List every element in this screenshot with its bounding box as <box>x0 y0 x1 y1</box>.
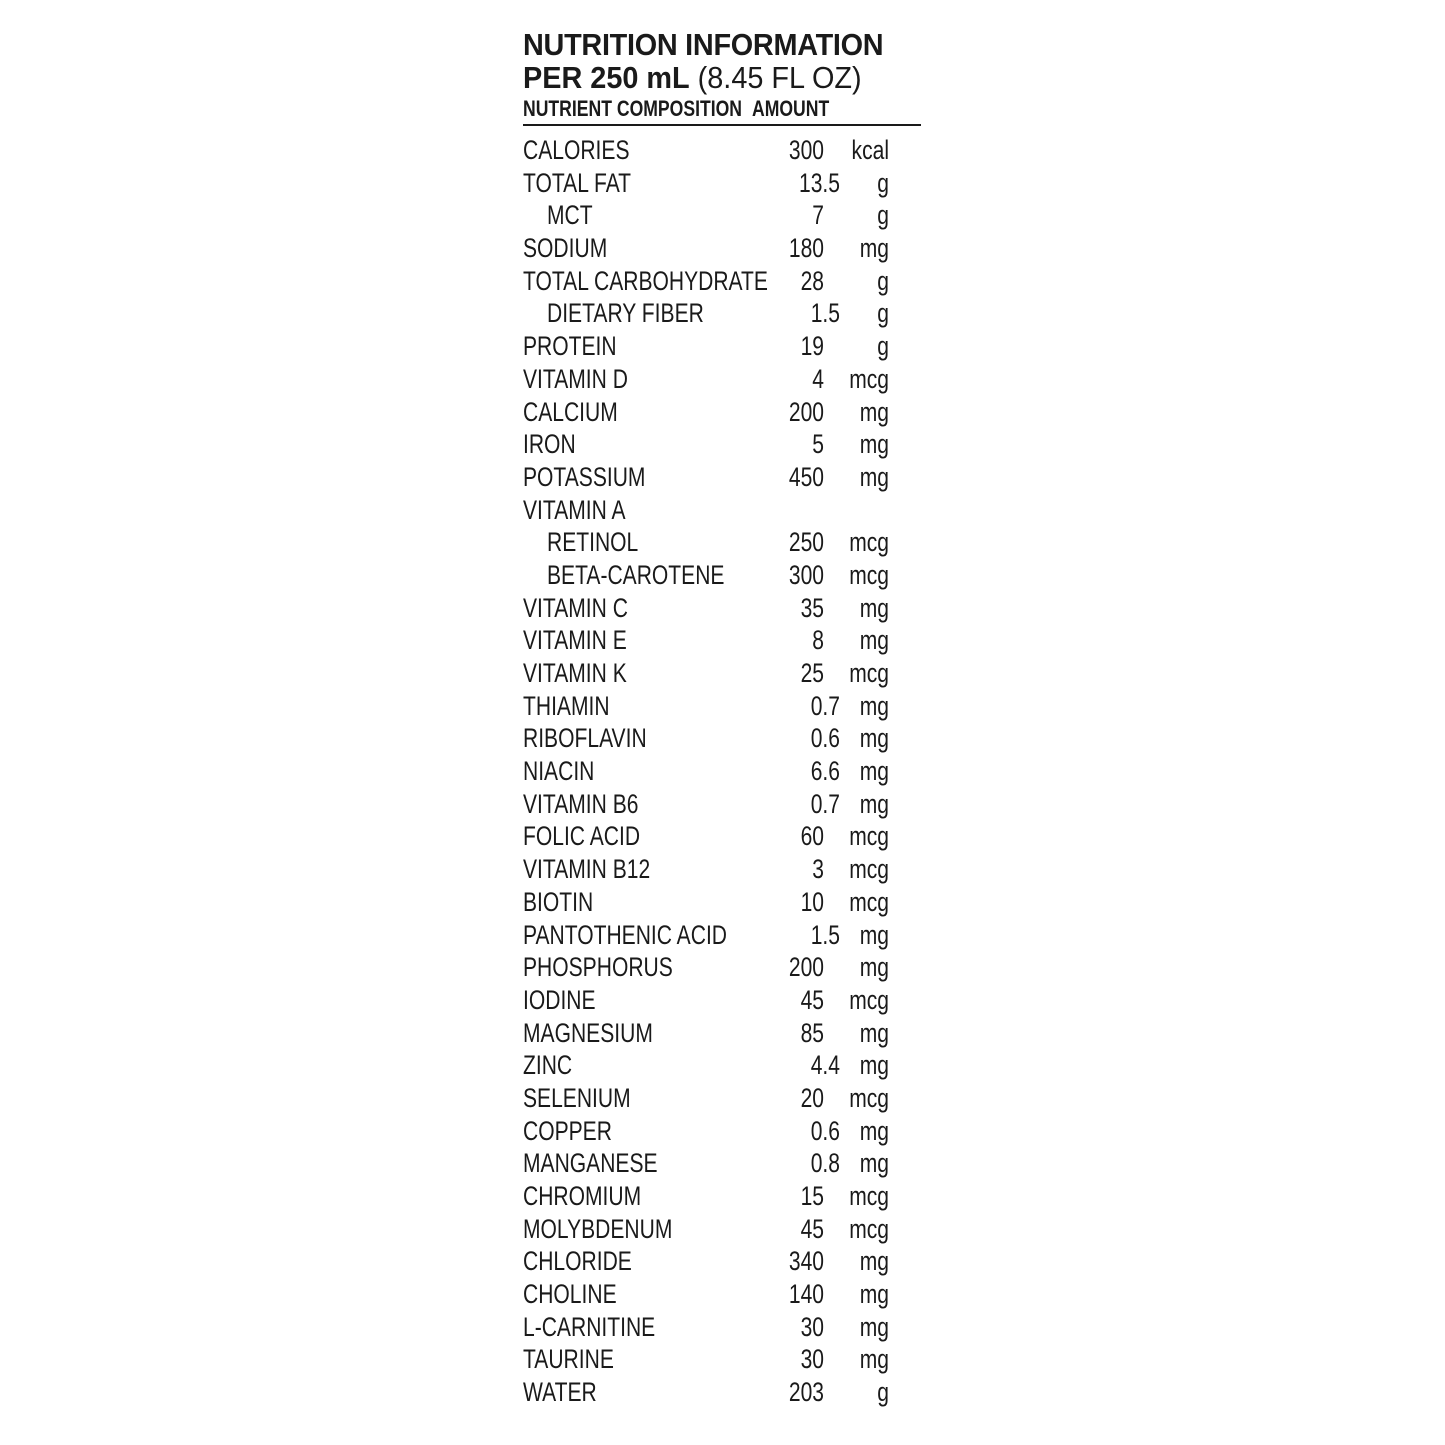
table-row <box>523 1343 921 1376</box>
nutrient-name: SODIUM <box>523 233 608 264</box>
table-row <box>523 297 921 330</box>
nutrient-unit: mcg <box>849 527 889 558</box>
nutrient-amount: 5 <box>812 429 824 460</box>
nutrient-name: VITAMIN D <box>523 363 628 394</box>
nutrient-amount: 85 <box>800 1017 824 1048</box>
table-row <box>523 1376 921 1409</box>
nutrient-unit: mcg <box>849 363 889 394</box>
nutrient-unit: g <box>877 331 889 362</box>
table-row <box>523 1017 921 1050</box>
nutrient-unit: mcg <box>849 854 889 885</box>
nutrient-amount: 0.6 <box>810 723 840 754</box>
nutrient-unit: mg <box>859 1246 889 1277</box>
nutrient-amount: 300 <box>788 135 824 165</box>
nutrient-amount: 300 <box>788 559 824 590</box>
table-row <box>523 461 921 494</box>
table-row <box>523 134 921 167</box>
nutrient-name: WATER <box>523 1377 597 1408</box>
nutrient-amount: 1.5 <box>810 919 840 950</box>
nutrient-unit: mcg <box>849 886 889 917</box>
serving-size-imperial: (8.45 FL OZ) <box>689 60 862 95</box>
nutrient-amount: 250 <box>788 527 824 558</box>
nutrient-amount: 0.7 <box>810 788 840 819</box>
table-row <box>523 624 921 657</box>
table-row <box>523 919 921 952</box>
nutrient-name: SELENIUM <box>523 1082 631 1113</box>
nutrient-amount: 10 <box>800 886 824 917</box>
table-row <box>523 755 921 788</box>
nutrient-unit: g <box>877 265 889 296</box>
nutrient-name: BIOTIN <box>523 886 594 917</box>
nutrient-amount: 45 <box>800 984 824 1015</box>
table-row <box>523 1311 921 1344</box>
nutrient-amount: 6.6 <box>810 756 840 787</box>
nutrient-name: MOLYBDENUM <box>523 1213 673 1244</box>
table-row <box>523 820 921 853</box>
nutrient-name: IRON <box>523 429 576 460</box>
table-row <box>523 559 921 592</box>
nutrient-unit: mcg <box>849 821 889 852</box>
nutrient-unit: mcg <box>849 1181 889 1211</box>
nutrient-unit: mcg <box>849 559 889 590</box>
column-header <box>523 94 921 126</box>
table-row <box>523 167 921 200</box>
nutrient-unit: mg <box>859 396 889 427</box>
nutrient-amount: 0.6 <box>810 1115 840 1146</box>
nutrient-unit: mg <box>859 625 889 656</box>
nutrient-unit: mg <box>859 1344 889 1375</box>
table-row <box>523 330 921 363</box>
nutrient-unit: mg <box>859 690 889 721</box>
nutrient-name: VITAMIN B12 <box>523 854 651 885</box>
nutrient-name: PROTEIN <box>523 331 617 362</box>
nutrient-unit: mg <box>859 788 889 819</box>
table-row <box>523 1245 921 1278</box>
nutrient-name: VITAMIN A <box>523 494 626 525</box>
table-row <box>523 1049 921 1082</box>
nutrient-unit: mg <box>859 1311 889 1342</box>
nutrient-unit: mg <box>859 1115 889 1146</box>
nutrient-name: IODINE <box>523 984 596 1015</box>
table-row <box>523 265 921 298</box>
table-row <box>523 886 921 919</box>
nutrient-amount: 45 <box>800 1213 824 1244</box>
serving-size <box>523 62 893 94</box>
nutrient-amount: 0.8 <box>810 1148 840 1179</box>
nutrient-name: BETA-CAROTENE <box>547 559 725 590</box>
nutrient-amount: 60 <box>800 821 824 852</box>
nutrient-name: MCT <box>547 200 593 231</box>
nutrient-table <box>523 134 921 1409</box>
table-row <box>523 690 921 723</box>
nutrient-name: CHOLINE <box>523 1279 617 1310</box>
nutrient-name: NIACIN <box>523 756 595 787</box>
nutrient-amount: 4.4 <box>810 1050 840 1081</box>
nutrient-name: THIAMIN <box>523 690 610 721</box>
nutrient-unit: mg <box>859 461 889 492</box>
nutrient-amount: 180 <box>788 233 824 264</box>
table-row <box>523 1278 921 1311</box>
table-row <box>523 494 921 527</box>
table-row <box>523 526 921 559</box>
nutrient-unit: mg <box>859 756 889 787</box>
nutrient-name: CHLORIDE <box>523 1246 632 1277</box>
nutrient-name: PHOSPHORUS <box>523 952 673 983</box>
nutrient-name: RIBOFLAVIN <box>523 723 647 754</box>
nutrient-unit: g <box>877 1377 889 1408</box>
nutrition-panel <box>523 28 921 1409</box>
table-row <box>523 1180 921 1213</box>
nutrient-name: COPPER <box>523 1115 612 1146</box>
nutrient-unit: mcg <box>849 984 889 1015</box>
nutrient-unit: mg <box>859 952 889 983</box>
table-row <box>523 1147 921 1180</box>
nutrient-unit: g <box>877 167 889 198</box>
nutrient-name: CALCIUM <box>523 396 618 427</box>
table-row <box>523 1115 921 1148</box>
nutrient-name: RETINOL <box>547 527 639 558</box>
nutrient-amount: 20 <box>800 1082 824 1113</box>
nutrient-amount: 4 <box>812 363 824 394</box>
nutrient-unit: mg <box>859 919 889 950</box>
nutrient-name: DIETARY FIBER <box>547 298 704 329</box>
nutrient-amount: 30 <box>800 1344 824 1375</box>
table-row <box>523 199 921 232</box>
nutrient-name: MAGNESIUM <box>523 1017 653 1048</box>
table-row <box>523 657 921 690</box>
table-row <box>523 722 921 755</box>
nutrient-unit: mcg <box>849 1213 889 1244</box>
nutrient-name: TOTAL CARBOHYDRATE <box>523 265 768 296</box>
nutrient-unit: mg <box>859 1017 889 1048</box>
nutrient-unit: mg <box>859 233 889 264</box>
column-header-nutrient: NUTRIENT COMPOSITION <box>523 96 743 121</box>
nutrient-amount: 35 <box>800 592 824 623</box>
nutrient-name: PANTOTHENIC ACID <box>523 919 728 950</box>
nutrient-unit: mg <box>859 723 889 754</box>
nutrient-unit: g <box>877 298 889 329</box>
column-header-amount: AMOUNT <box>752 96 830 121</box>
nutrient-unit: mg <box>859 592 889 623</box>
panel-title: NUTRITION INFORMATION <box>523 27 884 62</box>
nutrient-name: VITAMIN B6 <box>523 788 639 819</box>
nutrient-amount: 200 <box>788 952 824 983</box>
nutrient-amount: 3 <box>812 854 824 885</box>
table-row <box>523 1213 921 1246</box>
nutrient-amount: 25 <box>800 658 824 688</box>
nutrient-amount: 0.7 <box>810 690 840 721</box>
table-row <box>523 428 921 461</box>
nutrient-unit: mcg <box>849 1082 889 1113</box>
nutrient-unit: mg <box>859 429 889 460</box>
nutrient-amount: 30 <box>800 1311 824 1342</box>
nutrient-unit: kcal <box>851 135 889 165</box>
nutrient-unit: mg <box>859 1148 889 1179</box>
nutrient-name: TAURINE <box>523 1344 614 1375</box>
nutrient-amount: 1.5 <box>810 298 840 329</box>
nutrient-name: CHROMIUM <box>523 1181 642 1211</box>
nutrient-name: L-CARNITINE <box>523 1311 656 1342</box>
table-row <box>523 363 921 396</box>
table-row <box>523 396 921 429</box>
table-row <box>523 951 921 984</box>
nutrient-unit: mg <box>859 1050 889 1081</box>
nutrient-name: MANGANESE <box>523 1148 658 1179</box>
table-row <box>523 1082 921 1115</box>
nutrient-name: TOTAL FAT <box>523 167 632 198</box>
nutrient-name: FOLIC ACID <box>523 821 641 852</box>
nutrient-amount: 200 <box>788 396 824 427</box>
nutrient-unit: mcg <box>849 658 889 688</box>
nutrient-amount: 15 <box>800 1181 824 1211</box>
table-row <box>523 788 921 821</box>
nutrient-name: VITAMIN K <box>523 658 627 688</box>
table-row <box>523 592 921 625</box>
table-row <box>523 984 921 1017</box>
nutrient-name: POTASSIUM <box>523 461 646 492</box>
table-row <box>523 232 921 265</box>
nutrient-name: CALORIES <box>523 135 630 165</box>
nutrient-amount: 340 <box>788 1246 824 1277</box>
nutrient-amount: 140 <box>788 1279 824 1310</box>
nutrient-name: ZINC <box>523 1050 573 1081</box>
nutrient-name: VITAMIN E <box>523 625 627 656</box>
nutrient-amount: 8 <box>812 625 824 656</box>
nutrient-amount: 450 <box>788 461 824 492</box>
nutrient-amount: 13.5 <box>799 167 840 198</box>
nutrient-amount: 28 <box>800 265 824 296</box>
nutrient-amount: 203 <box>788 1377 824 1408</box>
serving-size-metric: PER 250 mL <box>523 60 690 95</box>
nutrient-unit: mg <box>859 1279 889 1310</box>
nutrient-unit: g <box>877 200 889 231</box>
table-row <box>523 853 921 886</box>
nutrient-name: VITAMIN C <box>523 592 628 623</box>
nutrient-amount: 19 <box>800 331 824 362</box>
nutrient-amount: 7 <box>812 200 824 231</box>
